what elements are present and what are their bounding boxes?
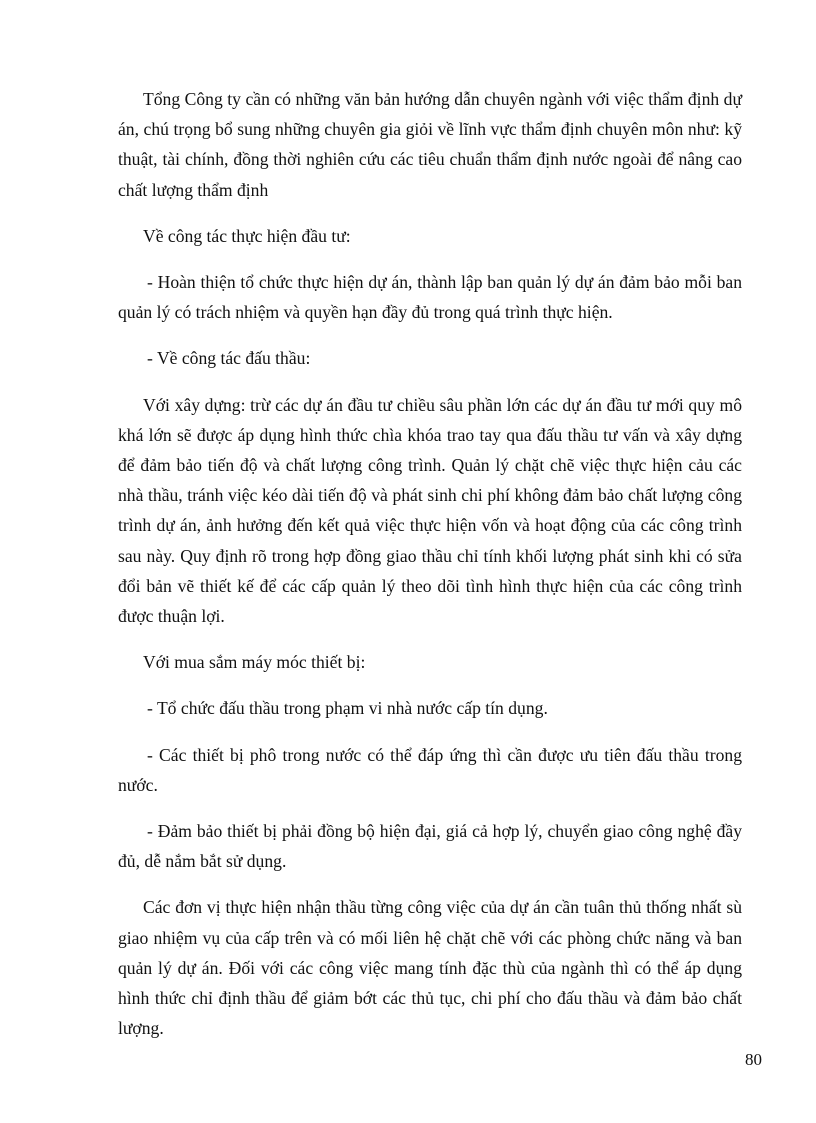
paragraph-credit-bidding: - Tổ chức đấu thầu trong phạm vi nhà nước cấp tín dụng. [147,698,548,719]
paragraph-modern-equipment: - Đảm bảo thiết bị phải đồng bộ hiện đại, giá cả hợp lý, chuyển giao công nghệ đầy đủ, dễ nắm bắt sử dụng. [118,821,742,872]
paragraph-appraisal-guidance: Tổng Công ty cần có những văn bản hướng dẫn chuyên ngành với việc thẩm định dự án, chú trọng bổ sung những chuyên gia giỏi về lĩnh vực thẩm định chuyên môn như: kỹ thuật, tài chính, đồng thời nghiên cứu các tiêu chuẩn thẩm định nước ngoài để nâng cao chất lượng thẩm định [118,89,742,200]
paragraph-contractor-coordination: Các đơn vị thực hiện nhận thầu từng công việc của dự án cần tuân thủ thống nhất sù giao nhiệm vụ của cấp trên và có mối liên hệ chặt chẽ với các phòng chức năng và ban quản lý dự án. Đối với các công việc mang tính đặc thù của ngành thì có thể áp dụng hình thức chỉ định thầu để giảm bớt các thủ tục, chi phí cho đấu thầu và đảm bảo chất lượng. [118,897,742,1039]
paragraph-domestic-equipment: - Các thiết bị phô trong nước có thể đáp ứng thì cần được ưu tiên đấu thầu trong nước. [118,744,742,795]
paragraph-construction-bidding: Với xây dựng: trừ các dự án đầu tư chiều sâu phần lớn các dự án đầu tư mới quy mô khá lớn sẽ được áp dụng hình thức chìa khóa trao tay qua đấu thầu tư vấn và xây dựng để đảm bảo tiến độ và chất lượng công trình. Quản lý chặt chẽ việc thực hiện cảu các nhà thầu, tránh việc kéo dài tiến độ và phát sinh chi phí không đảm bảo chất lượng công trình dự án, ảnh hưởng đến kết quả việc thực hiện vốn và hoạt động của các công trình sau này. Quy định rõ trong hợp đồng giao thầu chỉ tính khối lượng phát sinh khi có sửa đổi bản vẽ thiết kế để các cấp quản lý theo dõi tình hình thực hiện của các công trình được thuận lợi. [118,394,742,627]
paragraph-investment-implementation-heading: Về công tác thực hiện đầu tư: [143,225,351,246]
paragraph-project-management: - Hoàn thiện tổ chức thực hiện dự án, thành lập ban quản lý dự án đảm bảo mỗi ban quản lý có trách nhiệm và quyền hạn đầy đủ trong quá trình thực hiện. [118,272,742,323]
body-text [118,84,742,1059]
paragraph-bidding-heading: - Về công tác đấu thầu: [147,348,311,369]
page-number: 80 [745,1050,762,1069]
paragraph-equipment-procurement-heading: Với mua sắm máy móc thiết bị: [143,652,366,673]
